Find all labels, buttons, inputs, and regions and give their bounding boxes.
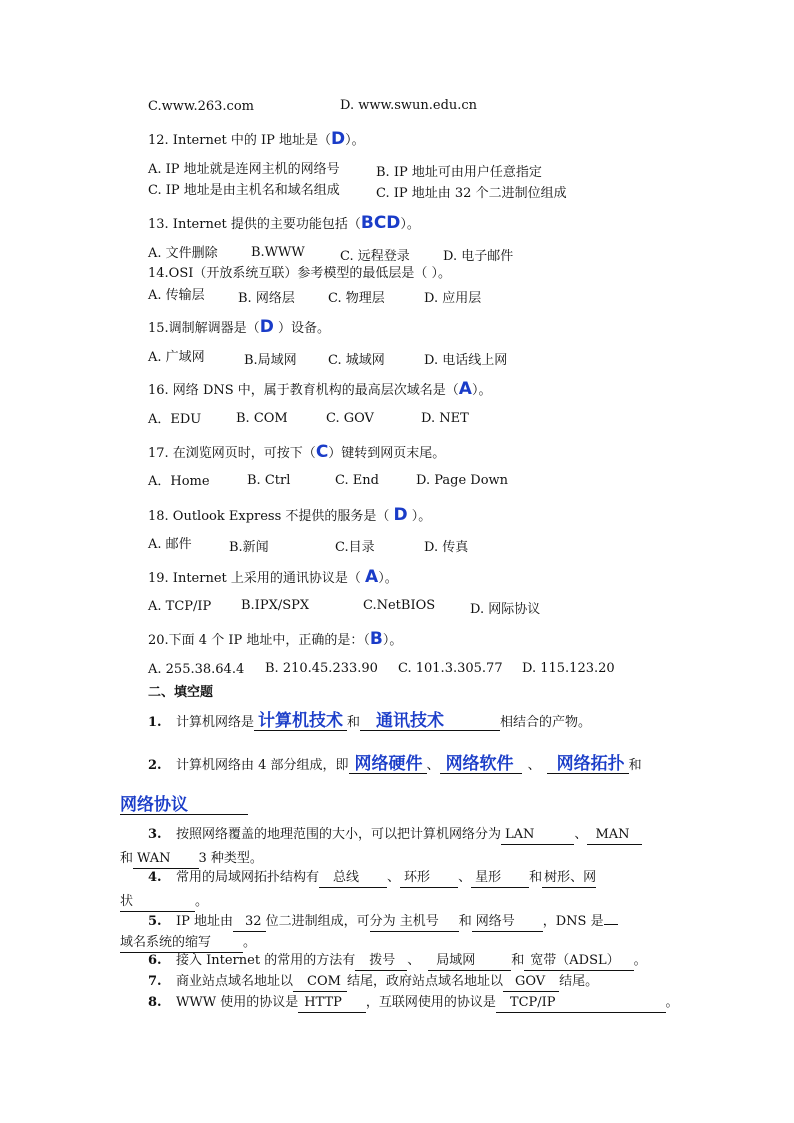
option: C. 城域网 — [328, 353, 385, 368]
fill-answer: 网络号 — [472, 913, 543, 932]
fill-answer: 星形 — [471, 869, 529, 888]
fill-question-7: 7. 商业站点域名地址以 COM 结尾，政府站点域名地址以 GOV 结尾。 — [148, 973, 598, 992]
option: C.www.263.com — [148, 99, 254, 114]
option: B. Ctrl — [247, 473, 291, 488]
option: B.局域网 — [244, 353, 297, 368]
fill-answer: 网络协议 — [120, 796, 248, 815]
option: A．EDU — [148, 412, 202, 427]
question-16-stem: 16. 网络 DNS 中，属于教育机构的最高层次域名是（A）。 — [148, 379, 492, 399]
option: C. IP 地址由 32 个二进制位组成 — [376, 186, 567, 201]
fill-answer: 32 — [233, 913, 266, 932]
question-15-stem: 15.调制解调器是（D ）设备。 — [148, 317, 330, 337]
fill-answer: 网络软件 — [440, 755, 522, 774]
fill-answer: 拨号 — [355, 952, 407, 971]
option: A. TCP/IP — [148, 599, 212, 614]
option: C. 101.3.305.77 — [398, 661, 503, 676]
fill-answer: GOV — [503, 973, 559, 992]
fill-question-2-continued — [120, 796, 248, 815]
question-13-stem: 13. Internet 提供的主要功能包括（BCD）。 — [148, 213, 420, 233]
fill-question-8: 8. WWW 使用的协议是 HTTP ，互联网使用的协议是 TCP/IP 。 — [148, 994, 679, 1013]
section-heading: 二、填空题 — [148, 685, 214, 700]
fill-question-3-continued: 和 WAN 3 种类型。 — [120, 847, 263, 869]
answer: A — [458, 379, 472, 399]
fill-question-6: 6. 接入 Internet 的常用的方法有 拨号 、 局域网 和 宽带（ADSL） 。 — [148, 952, 647, 971]
option: D. 应用层 — [424, 291, 482, 306]
question-12-stem: 12. Internet 中的 IP 地址是（D）。 — [148, 129, 365, 149]
option: D. 网际协议 — [470, 602, 541, 617]
fill-answer: COM — [293, 973, 347, 992]
option: B.新闻 — [229, 540, 269, 555]
fill-question-4-continued: 状 。 — [120, 890, 208, 912]
fill-answer: 总线 — [319, 869, 387, 888]
option: A. 邮件 — [148, 537, 192, 552]
option: C.NetBIOS — [363, 598, 436, 613]
option: C. End — [335, 473, 379, 488]
fill-answer: 域名系统的缩写 — [120, 934, 243, 953]
option: B. 网络层 — [238, 291, 295, 306]
fill-answer: 网络硬件 — [349, 755, 427, 774]
answer: BCD — [360, 213, 401, 233]
fill-question-5: 5. IP 地址由 32 位二进制组成，可分为 主机号 和 网络号 ，DNS 是 — [148, 910, 618, 932]
fill-question-1: 1. 计算机网络是 计算机技术 和 通讯技术 相结合的产物。 — [148, 711, 592, 731]
answer: D — [331, 129, 346, 149]
fill-answer: 网络拓扑 — [547, 755, 629, 774]
fill-answer: TCP/IP — [496, 994, 666, 1013]
question-14-stem: 14.OSI（开放系统互联）参考模型的最低层是（ ）。 — [148, 266, 452, 281]
option: D. 电话线上网 — [424, 353, 508, 368]
answer: C — [315, 442, 329, 462]
option: A．Home — [148, 474, 210, 489]
fill-answer: MAN — [587, 826, 641, 845]
fill-answer: HTTP — [298, 994, 366, 1013]
fill-answer: 状 — [120, 893, 195, 912]
question-17-stem: 17. 在浏览网页时，可按下（C）键转到网页末尾。 — [148, 442, 446, 462]
option: B. 210.45.233.90 — [265, 661, 378, 676]
fill-answer: LAN — [501, 826, 574, 845]
option: A. 广域网 — [148, 350, 205, 365]
option: B.IPX/SPX — [241, 598, 310, 613]
option: B. COM — [236, 411, 288, 426]
option: D. Page Down — [416, 473, 509, 488]
fill-question-3: 3. 按照网络覆盖的地理范围的大小，可以把计算机网络分为 LAN 、 MAN — [148, 826, 642, 845]
fill-question-4: 4. 常用的局域网拓扑结构有 总线 、 环形 、 星形 和 树形、网 — [148, 869, 596, 888]
option: D. NET — [421, 411, 469, 426]
option: C. IP 地址是由主机名和域名组成 — [148, 183, 340, 198]
fill-question-2: 2. 计算机网络由 4 部分组成，即 网络硬件 、 网络软件 、 网络拓扑 和 — [148, 754, 642, 774]
fill-answer: 树形、网 — [542, 869, 596, 888]
option: D. 电子邮件 — [443, 249, 514, 264]
option: B.WWW — [251, 245, 305, 260]
option: A. 255.38.64.4 — [148, 662, 245, 677]
option: C. GOV — [326, 411, 374, 426]
option: A. IP 地址就是连网主机的网络号 — [148, 162, 340, 177]
option: D. www.swun.edu.cn — [340, 98, 478, 113]
option: B. IP 地址可由用户任意指定 — [376, 165, 542, 180]
answer: A — [365, 567, 379, 587]
option: C.目录 — [335, 540, 375, 555]
fill-answer: 局域网 — [428, 952, 511, 971]
answer: D — [393, 505, 408, 525]
fill-answer: 分为 主机号 — [370, 913, 459, 932]
fill-answer: 计算机技术 — [254, 712, 347, 731]
question-20-stem: 20.下面 4 个 IP 地址中，正确的是：（B）。 — [148, 629, 403, 649]
option: A. 传输层 — [148, 288, 205, 303]
blank-line — [604, 910, 618, 925]
answer: B — [369, 629, 383, 649]
fill-answer: 宽带（ADSL） — [524, 952, 633, 971]
answer: D — [259, 317, 274, 337]
question-19-stem: 19. Internet 上采用的通讯协议是（ A）。 — [148, 567, 398, 587]
option: C. 物理层 — [328, 291, 385, 306]
fill-answer: WAN — [133, 850, 198, 869]
option: C. 远程登录 — [340, 249, 410, 264]
fill-question-5-continued: 域名系统的缩写 。 — [120, 931, 256, 953]
option: D. 115.123.20 — [522, 661, 615, 676]
fill-answer: 通讯技术 — [360, 712, 500, 731]
q11-options — [148, 98, 254, 116]
fill-answer: 环形 — [400, 869, 458, 888]
question-18-stem: 18. Outlook Express 不提供的服务是（ D ）。 — [148, 505, 432, 525]
option: D. 传真 — [424, 540, 469, 555]
option: A. 文件删除 — [148, 246, 218, 261]
